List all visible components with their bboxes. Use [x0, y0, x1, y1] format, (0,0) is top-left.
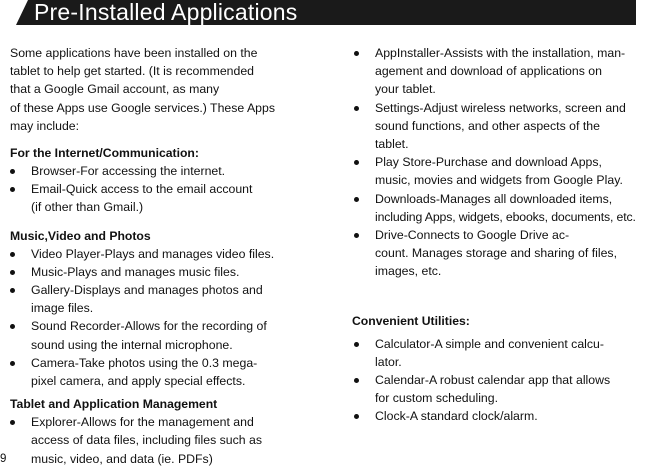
section-heading-music: Music,Video and Photos	[10, 228, 151, 243]
bullet-icon	[354, 414, 359, 419]
list-item-line: Gallery-Displays and manages photos and	[31, 283, 263, 298]
list-item-clock	[352, 407, 648, 425]
list-item-line: images, etc.	[375, 264, 442, 279]
list-item-line: sound using the internal microphone.	[31, 337, 233, 352]
left-column	[10, 44, 295, 468]
bullet-icon	[354, 197, 359, 202]
section-heading-utilities: Convenient Utilities:	[352, 313, 470, 328]
list-item-calculator	[352, 335, 648, 371]
list-internet	[10, 162, 295, 217]
list-item-line: access of data files, including files such as	[31, 433, 263, 448]
list-item-line: Play Store-Purchase and download Apps,	[375, 155, 602, 170]
list-utilities	[352, 335, 648, 426]
list-item-line: for custom scheduling.	[375, 391, 499, 406]
list-item-sound-recorder	[10, 317, 295, 353]
bullet-icon	[354, 106, 359, 111]
intro-line: Some applications have been installed on the	[10, 46, 258, 60]
list-item-line: count. Manages storage and sharing of files,	[375, 246, 617, 261]
list-item-line: Clock-A standard clock/alarm.	[375, 409, 538, 424]
list-item-line: tablet.	[375, 137, 409, 152]
intro-line: that a Google Gmail account, as many	[10, 82, 220, 97]
list-item-drive	[352, 226, 648, 281]
section-heading-tablet: Tablet and Application Management	[10, 397, 218, 412]
list-item-music	[10, 263, 295, 281]
list-item-browser	[10, 162, 295, 180]
intro-paragraph	[10, 44, 295, 135]
list-item-line: Explorer-Allows for the management and	[31, 415, 254, 430]
list-item-calendar	[352, 371, 648, 407]
list-item-line: Downloads-Manages all downloaded items,	[375, 191, 613, 206]
list-management-continued	[352, 44, 648, 281]
list-item-settings	[352, 99, 648, 154]
list-item-camera	[10, 354, 295, 390]
bullet-icon	[10, 169, 15, 174]
intro-line: of these Apps use Google services.) These Apps	[10, 100, 275, 115]
bullet-icon	[354, 378, 359, 383]
list-item-play-store	[352, 153, 648, 189]
page-number: 9	[0, 453, 7, 465]
right-column	[352, 44, 648, 426]
bullet-icon	[10, 288, 15, 293]
list-music	[10, 245, 295, 391]
list-item-line: Sound Recorder-Allows for the recording of	[31, 319, 267, 334]
intro-line: may include:	[10, 118, 80, 133]
list-item-line: Video Player-Plays and manages video files.	[31, 246, 275, 261]
bullet-icon	[354, 342, 359, 347]
list-item-line: your tablet.	[375, 82, 436, 97]
bullet-icon	[10, 361, 15, 366]
list-item-line: Calendar-A robust calendar app that allows	[375, 373, 611, 388]
bullet-icon	[10, 270, 15, 275]
bullet-icon	[10, 187, 15, 192]
bullet-icon	[10, 252, 15, 257]
list-item-line: music, movies and widgets from Google Play.	[375, 173, 623, 188]
list-item-line: Drive-Connects to Google Drive ac-	[375, 228, 570, 243]
list-item-line: sound functions, and other aspects of the	[375, 118, 600, 133]
section-heading-internet: For the Internet/Communication:	[10, 146, 199, 161]
list-item-appinstaller	[352, 44, 648, 99]
list-item-line: lator.	[375, 354, 402, 369]
list-item-line: Browser-For accessing the internet.	[31, 164, 226, 179]
list-item-line: (if other than Gmail.)	[31, 200, 144, 215]
list-item-line: including Apps, widgets, ebooks, documents, etc.	[375, 209, 636, 224]
list-item-video-player	[10, 245, 295, 263]
bullet-icon	[354, 51, 359, 56]
list-item-gallery	[10, 281, 295, 317]
list-item-line: Email-Quick access to the email account	[31, 182, 253, 197]
intro-line: tablet to help get started. (It is recommended	[10, 64, 255, 79]
list-item-line: Music-Plays and manages music files.	[31, 264, 240, 279]
list-item-line: agement and download of applications on	[375, 64, 602, 79]
bullet-icon	[354, 233, 359, 238]
list-tablet	[10, 413, 295, 468]
list-item-line: Calculator-A simple and convenient calcu-	[375, 336, 604, 351]
bullet-icon	[10, 324, 15, 329]
list-item-line: Camera-Take photos using the 0.3 mega-	[31, 355, 258, 370]
page-title: Pre-Installed Applications	[34, 0, 298, 25]
bullet-icon	[10, 420, 15, 425]
list-item-line: music, video, and data (ie. PDFs)	[31, 451, 213, 466]
list-item-line: AppInstaller-Assists with the installation, man-	[375, 46, 626, 60]
list-item-line: pixel camera, and apply special effects.	[31, 374, 246, 389]
list-item-line: image files.	[31, 301, 94, 316]
bullet-icon	[354, 160, 359, 165]
list-item-line: Settings-Adjust wireless networks, screen and	[375, 100, 626, 115]
list-item-email	[10, 180, 295, 216]
list-item-downloads	[352, 190, 648, 226]
list-item-explorer	[10, 413, 295, 468]
